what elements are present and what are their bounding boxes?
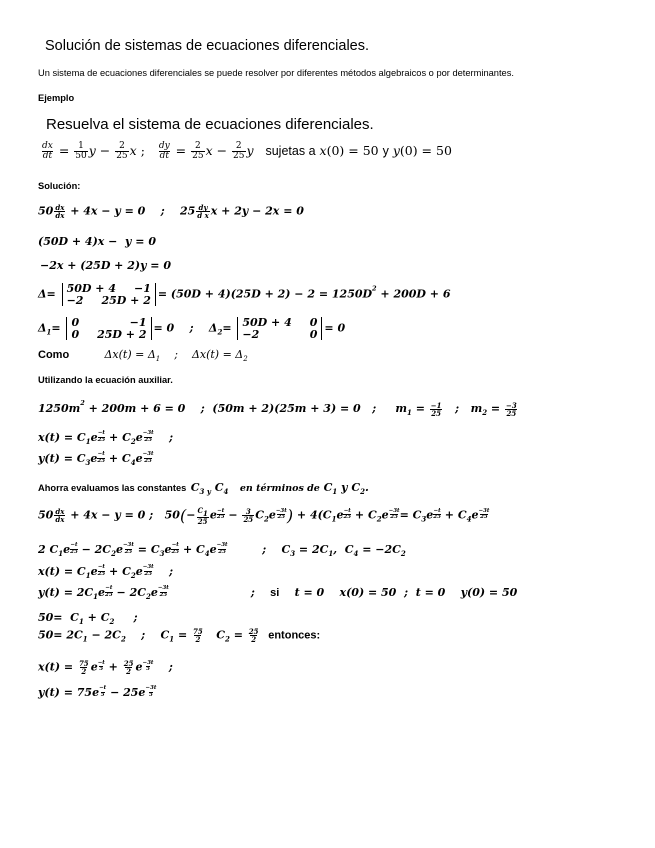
eq-c1-plus-c2: $50= C_1 + C_2$ ; bbox=[38, 611, 138, 626]
y-solution-c: $y(t) = 2C_1e$ $\frac{-t}{25}$ − $2C_2e$ $\frac{-3t}{25}$ ; si t = 0 x(0) = 50 ; t = 0 y(0) = 50 bbox=[38, 585, 518, 601]
sujetas-label: sujetas a bbox=[265, 144, 316, 158]
eq-c-values: $50= 2C_1 - 2C_2$ ; $C_1$ = $\frac{75}{2}$ $C_2$ = $\frac{25}{2}$ entonces: bbox=[38, 627, 321, 644]
substitution-equation: 50 $\frac{dx}{dx}$ + 4x − y = 0 ; 50(− $\frac{C1}{25}$ e $\frac{-t}{25}$ − $\frac{3}{25}$ $C_2e$ $\frac{-3t}{25}$ ) + $4(C_1e$ $\frac{-t}{25}$ + $C_2e$ $\frac{-3t}{25}$ = $C_3e$ $\frac{-t}{25}$ + $C_4e$ $\frac{-3t}{25}$ bbox=[38, 505, 490, 526]
delta-determinant: Δ= 50D + 4 −1 −2 25D + 2 = $(50D + 4)(25D + 2) - 2 = 1250D^2 + 200D + 6$ bbox=[38, 282, 451, 307]
en-terminos-label: en términos de bbox=[239, 483, 320, 494]
utilizando-label: Utilizando la ecuación auxiliar. bbox=[38, 375, 173, 385]
page-title: Solución de sistemas de ecuaciones diferenciales. bbox=[45, 38, 370, 54]
operator-form: 50 $\frac{dx}{dx}$ + 4x − y = 0 ; 25 $\frac{dy}{\text{d x}}$ x + 2y − 2x = 0 bbox=[38, 203, 304, 220]
constants-relation: 2 $C_1e$ $\frac{-t}{25}$ − $2C_2e$ $\frac{-3t}{25}$ = $C_3e$ $\frac{-t}{25}$ + $C_4e$ $\frac{-3t}{25}$ ; $C_3 = 2C_1$, $C_4 = -2C_2$ bbox=[38, 542, 406, 558]
entonces-label: entonces: bbox=[268, 629, 321, 642]
eq-1: (50D + 4)x − y = 0 bbox=[38, 235, 156, 248]
system-equations: $\frac{dx}{dt}$ = $\frac{1}{50}$ y − $\frac{2}{25}$ x ; $\frac{dy}{dt}$ = $\frac{2}{25}$ x − $\frac{2}{25}$ y sujetas a x(0) = 50 y y(0) = 50 bbox=[42, 141, 452, 161]
ejemplo-label: Ejemplo bbox=[38, 93, 75, 103]
y-final: y(t) = 75e $\frac{-t}{5}$ − 25e $\frac{-3t}{5}$ bbox=[38, 685, 157, 699]
ahora-line: Ahorra evaluamos las constantes $C_{3 y}$ $C_4$ en términos de $C_1$ y $C_2$. bbox=[38, 481, 369, 496]
si-label: si bbox=[270, 587, 280, 599]
solucion-label: Solución: bbox=[38, 181, 81, 191]
x-general: $x(t) = C_1e$ $\frac{-t}{25}$ + $C_2e$ $\frac{-3t}{25}$ ; bbox=[38, 430, 174, 446]
x-final: x(t) = $\frac{75}{2}$ e $\frac{-t}{5}$ + $\frac{25}{2}$ e $\frac{-3t}{5}$ ; bbox=[38, 659, 173, 676]
y-general: $y(t) = C_3e$ $\frac{-t}{25}$ + $C_4e$ $\frac{-3t}{25}$ bbox=[38, 451, 154, 467]
ahora-label: Ahorra evaluamos las constantes bbox=[38, 483, 187, 493]
auxiliary-equation: $1250m^2 + 200m + 6 = 0$ ; (50m + 2)(25m + 3) = 0 ; $m_1$ = $\frac{-1}{25}$ ; $m_2$ = $\frac{-3}{25}$ bbox=[38, 399, 517, 418]
eq-2: −2x + (25D + 2)y = 0 bbox=[40, 259, 172, 272]
como-label: Como bbox=[38, 349, 70, 361]
como-line: Como $\Delta x(t) = \Delta_1$ ; $\Delta x(t) = \Delta_2$ bbox=[38, 348, 248, 363]
delta-1-2: $\Delta_1=$ 0 −1 0 25D + 2 = 0 ; $\Delta_2=$ 50D + 4 0 −2 0 = 0 bbox=[38, 316, 346, 341]
example-title: Resuelva el sistema de ecuaciones diferenciales. bbox=[46, 116, 374, 133]
intro-paragraph: Un sistema de ecuaciones diferenciales se puede resolver por diferentes métodos algebraicos o por determinantes. bbox=[38, 68, 514, 78]
x-solution-c: $x(t) = C_1e$ $\frac{-t}{25}$ + $C_2e$ $\frac{-3t}{25}$ ; bbox=[38, 564, 174, 580]
